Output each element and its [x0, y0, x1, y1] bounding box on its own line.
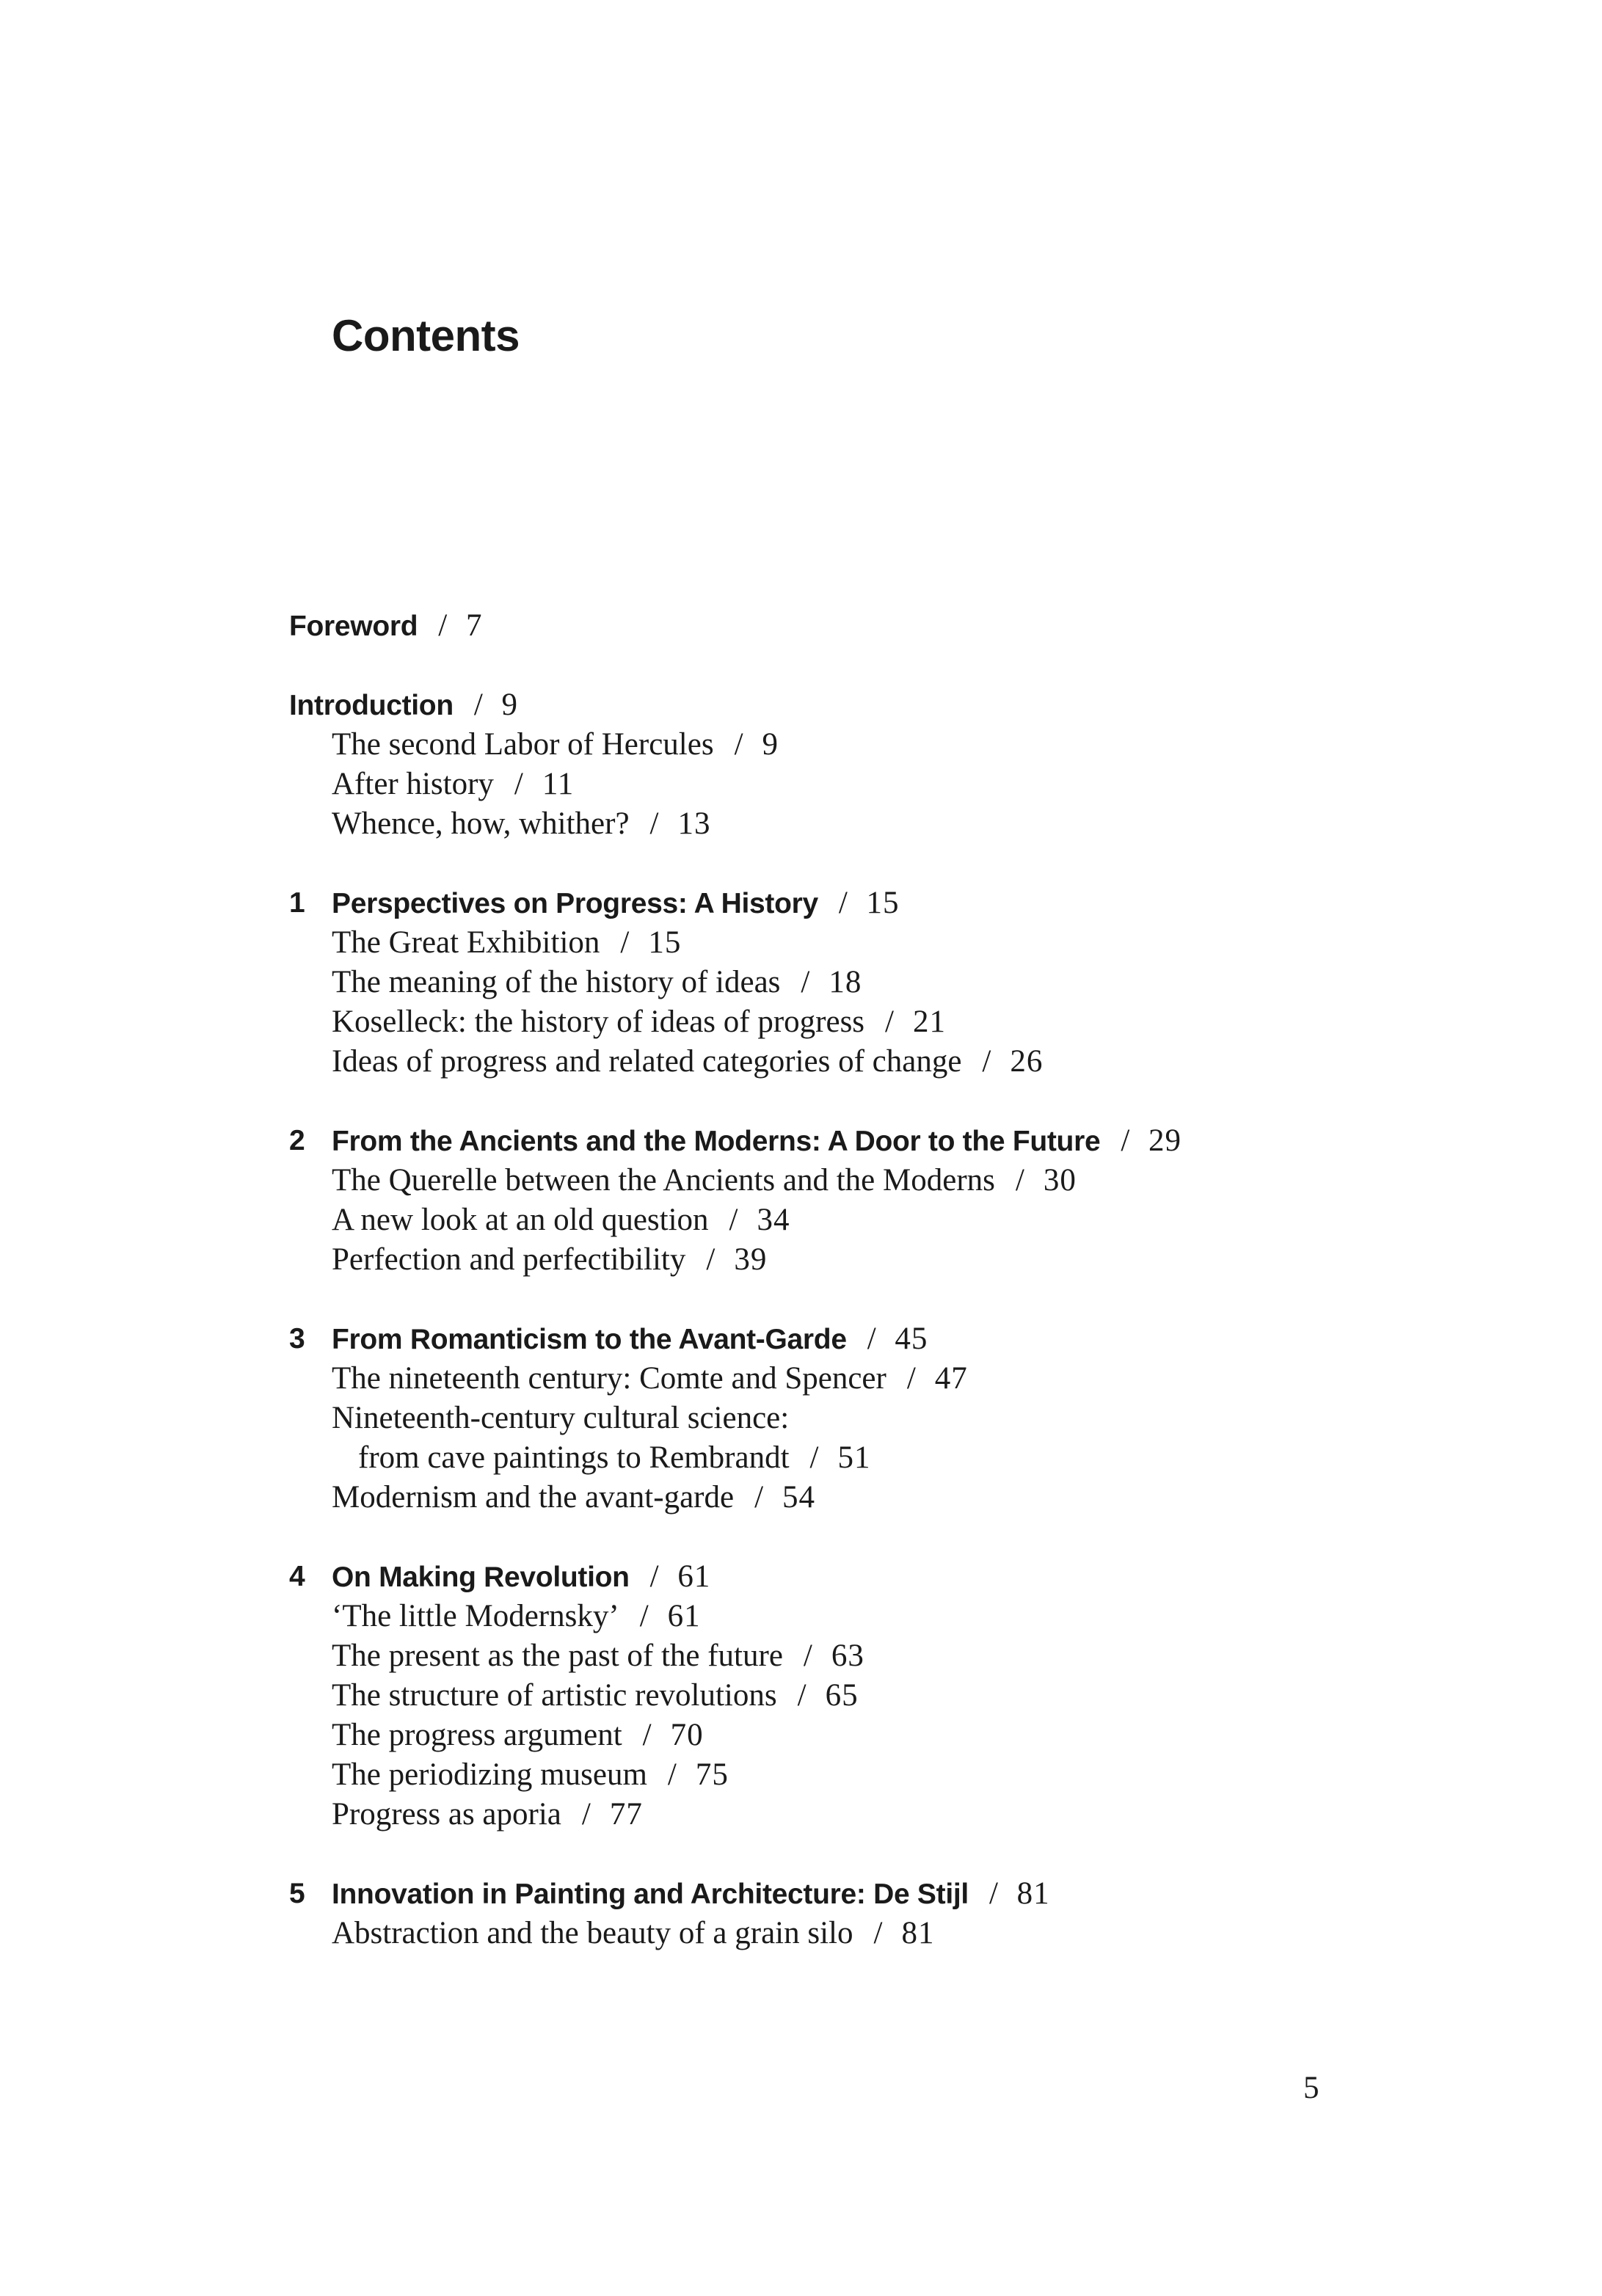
toc-subentry[interactable] [289, 1914, 1463, 1953]
toc-subentry[interactable] [289, 1795, 1463, 1834]
toc-subentry[interactable] [289, 1676, 1463, 1716]
entry-title: Abstraction and the beauty of a grain silo [332, 1916, 853, 1950]
toc-subentry[interactable] [289, 804, 1463, 844]
page-ref: 75 [695, 1757, 729, 1792]
entry-title: Nineteenth-century cultural science: [332, 1401, 790, 1435]
page-ref: 9 [762, 727, 779, 762]
page-ref: 47 [934, 1361, 968, 1396]
entry-title: The meaning of the history of ideas [332, 965, 781, 999]
page-ref: 70 [670, 1718, 704, 1752]
toc-subentry[interactable] [289, 1161, 1463, 1200]
entry-title: Ideas of progress and related categories of change [332, 1044, 962, 1079]
separator: / [649, 806, 659, 841]
entry-title: The Querelle between the Ancients and the Moderns [332, 1163, 995, 1198]
toc-subentry[interactable] [289, 1478, 1463, 1517]
chapter-number: 1 [289, 887, 305, 919]
spacer [289, 646, 1463, 685]
toc-entry-chapter-3[interactable] [289, 1319, 1463, 1359]
separator: / [988, 1876, 998, 1911]
page-ref: 26 [1010, 1044, 1044, 1079]
page-title: Contents [332, 311, 520, 360]
spacer [289, 1280, 1463, 1319]
entry-title: The nineteenth century: Comte and Spencer [332, 1361, 886, 1396]
page-ref: 45 [895, 1322, 928, 1356]
page-ref: 61 [677, 1559, 711, 1594]
toc-subentry[interactable] [289, 1042, 1463, 1082]
toc-subentry[interactable] [289, 725, 1463, 765]
chapter-number: 3 [289, 1323, 305, 1355]
page-ref: 15 [648, 925, 682, 960]
toc-subentry[interactable] [289, 1359, 1463, 1399]
toc-subentry[interactable] [289, 1399, 1463, 1438]
chapter-number: 4 [289, 1561, 305, 1592]
spacer [289, 1517, 1463, 1557]
separator: / [729, 1203, 738, 1237]
toc-subentry[interactable] [289, 963, 1463, 1002]
page-ref: 9 [501, 688, 519, 722]
entry-title: Innovation in Painting and Architecture: De Stijl [332, 1878, 969, 1910]
toc-subentry[interactable] [289, 1636, 1463, 1676]
separator: / [706, 1242, 716, 1277]
toc-subentry-continuation[interactable] [289, 1438, 1463, 1478]
entry-title: from cave paintings to Rembrandt [358, 1440, 790, 1475]
toc-entry-foreword[interactable] [289, 606, 1463, 646]
separator: / [1121, 1123, 1129, 1158]
entry-title: Perspectives on Progress: A History [332, 888, 818, 919]
separator: / [620, 925, 630, 960]
separator: / [1015, 1163, 1024, 1198]
separator: / [667, 1757, 677, 1792]
toc-subentry[interactable] [289, 1002, 1463, 1042]
separator: / [438, 608, 447, 643]
separator: / [639, 1599, 649, 1633]
separator: / [734, 727, 743, 762]
toc-subentry[interactable] [289, 1240, 1463, 1280]
page-ref: 7 [465, 608, 483, 643]
page-ref: 13 [677, 806, 711, 841]
toc-subentry[interactable] [289, 1755, 1463, 1795]
separator: / [473, 688, 483, 722]
separator: / [838, 886, 848, 920]
separator: / [801, 965, 810, 999]
separator: / [642, 1718, 652, 1752]
entry-title: After history [332, 767, 494, 801]
separator: / [514, 767, 523, 801]
entry-title: Foreword [289, 611, 418, 642]
spacer [289, 844, 1463, 883]
page-ref: 39 [734, 1242, 768, 1277]
toc-entry-chapter-2[interactable] [289, 1121, 1463, 1161]
separator: / [982, 1044, 991, 1079]
entry-title: The structure of artistic revolutions [332, 1678, 777, 1713]
separator: / [581, 1797, 591, 1832]
entry-title: The periodizing museum [332, 1757, 647, 1792]
entry-title: A new look at an old question [332, 1203, 709, 1237]
entry-title: The second Labor of Hercules [332, 727, 714, 762]
toc-entry-introduction[interactable] [289, 685, 1463, 725]
toc-subentry[interactable] [289, 1716, 1463, 1755]
entry-title: Whence, how, whither? [332, 806, 630, 841]
page-ref: 65 [825, 1678, 859, 1713]
page-ref: 51 [837, 1440, 871, 1475]
spacer [289, 1082, 1463, 1121]
entry-title: On Making Revolution [332, 1561, 630, 1593]
toc-entry-chapter-4[interactable] [289, 1557, 1463, 1597]
page-ref: 15 [866, 886, 900, 920]
separator: / [649, 1559, 659, 1594]
entry-title: The present as the past of the future [332, 1639, 783, 1673]
toc-subentry[interactable] [289, 1200, 1463, 1240]
entry-title: Progress as aporia [332, 1797, 561, 1832]
page-ref: 30 [1043, 1163, 1077, 1198]
toc-subentry[interactable] [289, 923, 1463, 963]
separator: / [754, 1480, 764, 1515]
spacer [289, 1834, 1463, 1874]
page-ref: 18 [829, 965, 862, 999]
toc-entry-chapter-1[interactable] [289, 883, 1463, 923]
entry-title: ‘The little Modernsky’ [332, 1599, 619, 1633]
entry-title: The Great Exhibition [332, 925, 600, 960]
page-ref: 54 [782, 1480, 816, 1515]
separator: / [803, 1639, 812, 1673]
page-ref: 11 [542, 767, 575, 801]
table-of-contents [289, 606, 1463, 1953]
page-ref: 61 [667, 1599, 701, 1633]
entry-title: From Romanticism to the Avant-Garde [332, 1324, 847, 1355]
entry-title: Modernism and the avant-garde [332, 1480, 735, 1515]
toc-subentry[interactable] [289, 765, 1463, 804]
page-ref: 29 [1148, 1123, 1182, 1158]
entry-title: Perfection and perfectibility [332, 1242, 686, 1277]
separator: / [867, 1322, 876, 1356]
chapter-number: 2 [289, 1125, 305, 1156]
entry-title: Koselleck: the history of ideas of progress [332, 1005, 865, 1039]
page-ref: 81 [901, 1916, 935, 1950]
page-ref: 63 [831, 1639, 864, 1673]
page-ref: 81 [1016, 1876, 1050, 1911]
chapter-number: 5 [289, 1878, 305, 1909]
separator: / [797, 1678, 807, 1713]
separator: / [873, 1916, 883, 1950]
entry-title: The progress argument [332, 1718, 622, 1752]
toc-entry-chapter-5[interactable] [289, 1874, 1463, 1914]
page-ref: 21 [913, 1005, 946, 1039]
page-ref: 77 [609, 1797, 643, 1832]
page-ref: 34 [757, 1203, 790, 1237]
separator: / [809, 1440, 819, 1475]
separator: / [885, 1005, 894, 1039]
separator: / [906, 1361, 916, 1396]
page-number: 5 [1303, 2071, 1319, 2105]
entry-title: From the Ancients and the Moderns: A Door to the Future [332, 1126, 1101, 1157]
entry-title: Introduction [289, 690, 454, 721]
toc-subentry[interactable] [289, 1597, 1463, 1636]
